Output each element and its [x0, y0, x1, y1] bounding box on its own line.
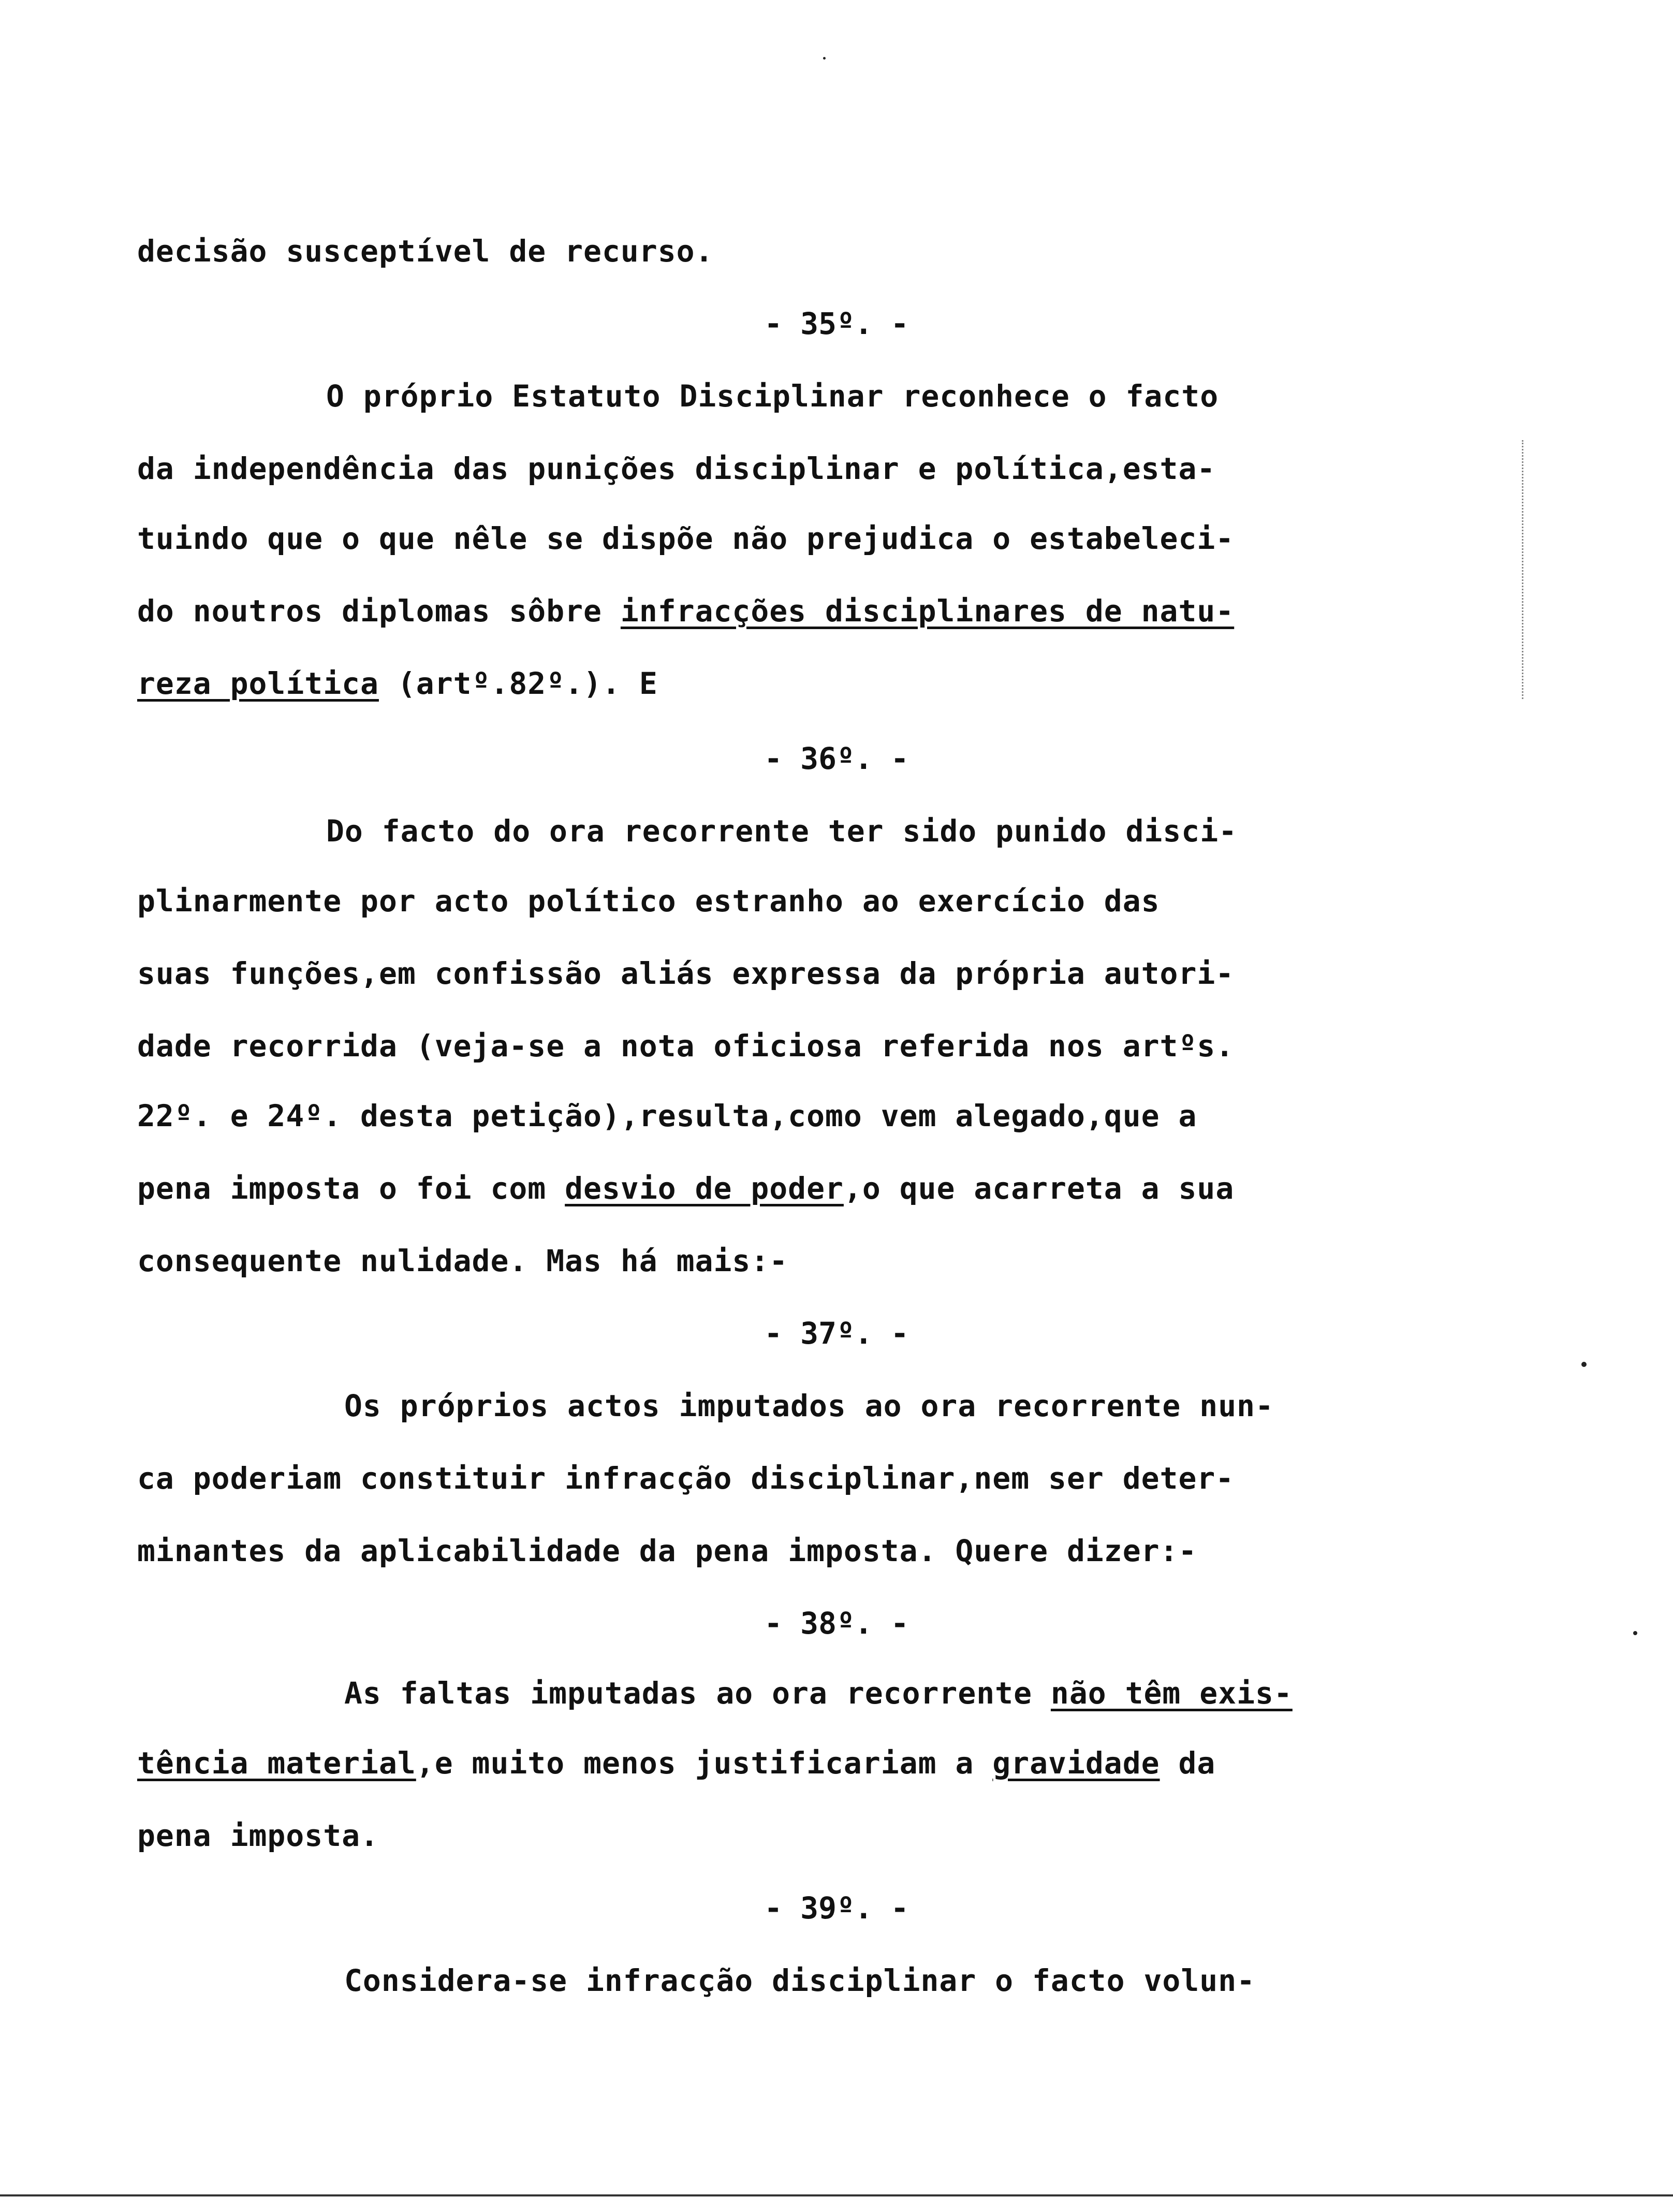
- underlined-text: não têm exis-: [1050, 1676, 1293, 1711]
- heading-text: - 39º. -: [764, 1890, 909, 1926]
- line-text: pena imposta o foi com: [137, 1171, 565, 1206]
- underlined-text: desvio de poder: [565, 1171, 844, 1206]
- line-text: minantes da aplicabilidade da pena imposta. Quere dizer:-: [137, 1533, 1197, 1568]
- scan-speck: [1581, 1362, 1587, 1367]
- line-text: tuindo que o que nêle se dispõe não prejudica o estabeleci-: [137, 521, 1235, 556]
- text-line: [137, 1460, 1234, 1496]
- text-line: [326, 813, 1237, 849]
- heading-text: - 35º. -: [764, 306, 909, 341]
- heading-text: - 37º. -: [764, 1316, 909, 1351]
- line-text: da: [1160, 1745, 1216, 1781]
- line-text: O próprio Estatuto Disciplinar reconhece o facto: [326, 379, 1219, 414]
- line-text: ,o que acarreta a sua: [843, 1171, 1235, 1206]
- line-text: ,e muito menos justificariam a: [416, 1745, 993, 1781]
- line-text: pena imposta.: [137, 1818, 379, 1853]
- line-text: consequente nulidade. Mas há mais:-: [137, 1243, 788, 1278]
- margin-scan-marks: [1522, 440, 1539, 699]
- heading-text: - 38º. -: [764, 1606, 909, 1641]
- text-line: [137, 665, 658, 702]
- line-text: ca poderiam constituir infracção disciplinar,nem ser deter-: [137, 1461, 1235, 1496]
- text-line: [326, 378, 1219, 414]
- text-line: [344, 1675, 1293, 1711]
- article-heading-37: [0, 1315, 1673, 1351]
- line-text: Do facto do ora recorrente ter sido punido disci-: [326, 813, 1238, 849]
- underlined-text: reza política: [137, 666, 379, 701]
- article-heading-35: [0, 305, 1673, 342]
- article-heading-36: [0, 740, 1673, 777]
- line-text: suas funções,em confissão aliás expressa da própria autori-: [137, 956, 1235, 991]
- line-text: plinarmente por acto político estranho ao exercício das: [137, 883, 1160, 919]
- text-line: [137, 955, 1234, 992]
- underlined-text: gravidade: [992, 1745, 1160, 1781]
- text-line: [137, 520, 1234, 557]
- text-line: [137, 1028, 1234, 1064]
- text-line: [344, 1962, 1255, 1999]
- text-line: [137, 1170, 1234, 1206]
- text-line: [137, 1533, 1197, 1569]
- text-line: [137, 233, 714, 269]
- text-line: [137, 450, 1215, 487]
- line-text: Os próprios actos imputados ao ora recorrente nun-: [344, 1388, 1274, 1423]
- text-line: [137, 1243, 788, 1279]
- line-text: As faltas imputadas ao ora recorrente: [344, 1676, 1051, 1711]
- text-line: [137, 1817, 379, 1854]
- line-text: dade recorrida (veja-se a nota oficiosa referida nos artºs.: [137, 1028, 1235, 1064]
- page-bottom-edge: [0, 2194, 1673, 2196]
- text-line: [137, 883, 1160, 919]
- line-text: 22º. e 24º. desta petição),resulta,como vem alegado,que a: [137, 1098, 1197, 1133]
- text-line: [137, 1098, 1197, 1134]
- line-text: Considera-se infracção disciplinar o facto volun-: [344, 1963, 1256, 1998]
- text-line: [344, 1388, 1274, 1424]
- line-text: do noutros diplomas sôbre: [137, 593, 621, 629]
- underlined-text: tência material: [137, 1745, 416, 1781]
- article-heading-38: [0, 1605, 1673, 1641]
- text-line: [137, 1745, 1215, 1781]
- line-text: (artº.82º.). E: [378, 666, 658, 701]
- heading-text: - 36º. -: [764, 741, 909, 776]
- line-text: decisão susceptível de recurso.: [137, 234, 714, 269]
- scan-speck: [823, 57, 826, 60]
- text-line: [137, 593, 1234, 629]
- underlined-text: infracções disciplinares de natu-: [620, 593, 1235, 629]
- line-text: da independência das punições disciplinar e política,esta-: [137, 451, 1216, 486]
- scan-speck: [1633, 1631, 1637, 1635]
- article-heading-39: [0, 1890, 1673, 1926]
